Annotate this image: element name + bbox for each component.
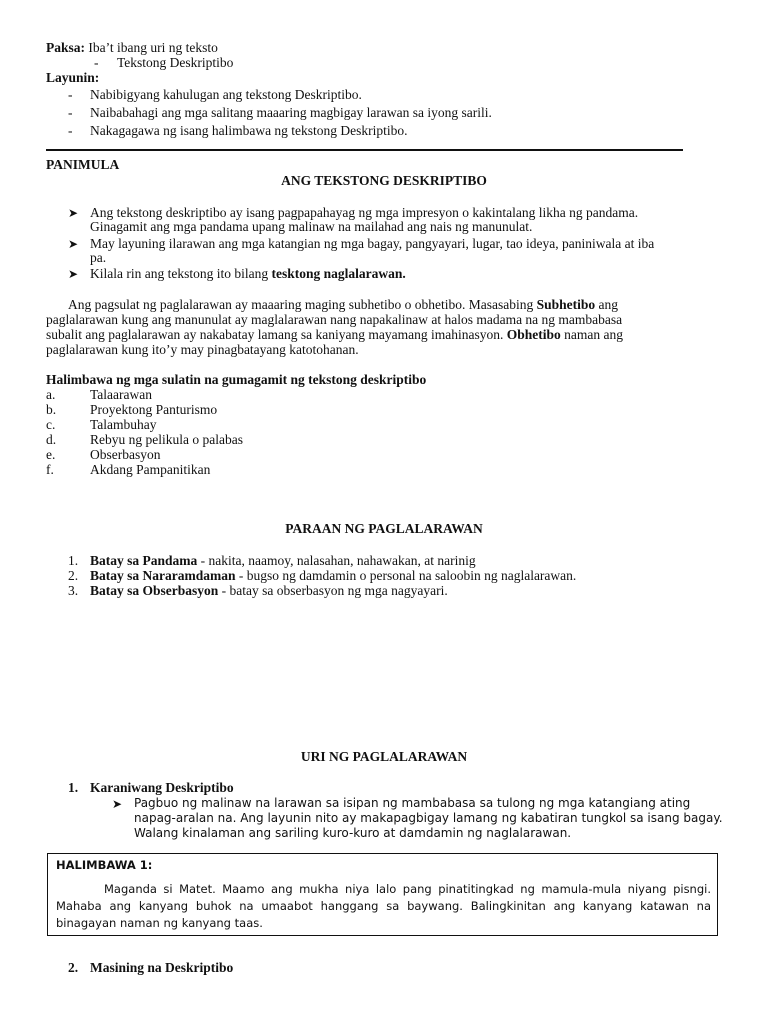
panimula-label: PANIMULA bbox=[46, 157, 120, 172]
arrow-bullet-icon: ➤ bbox=[112, 797, 123, 811]
bullet-text-plain: Kilala rin ang tekstong ito bilang bbox=[90, 266, 272, 281]
uri-item-text: napag-aralan na. Ang layunin nito ay makapagbigay lamang ng kabatiran tungkol sa isang bagay. bbox=[134, 811, 723, 825]
bullet-text: pa. bbox=[90, 250, 107, 265]
layunin-item: Nabibigyang kahulugan ang tekstong Deskriptibo. bbox=[90, 87, 362, 102]
item-bold: Batay sa Obserbasyon bbox=[90, 583, 219, 598]
example-box-body: Maganda si Matet. Maamo ang mukha niya lalo pang pinatitingkad ng mamula-mula niyang pisngi. Mahaba ang kanyang buhok na umaabot hanggang sa baywang. Balingkinitan ang kanyang katawan na binagayan naman ng kanyang taas. bbox=[56, 882, 711, 930]
numbered-item bbox=[90, 583, 448, 599]
numbered-index: 1. bbox=[68, 780, 79, 795]
example-box-text bbox=[56, 881, 711, 932]
paragraph-text: Ang pagsulat ng paglalarawan ay maaaring maging subhetibo o obhetibo. Masasabing bbox=[68, 297, 537, 312]
item-bold: Batay sa Pandama bbox=[90, 553, 198, 568]
item-rest: - nakita, naamoy, nalasahan, nahawakan, at narinig bbox=[197, 553, 476, 568]
paragraph-text: ang bbox=[595, 297, 619, 312]
paragraph-line: paglalarawan kung ito’y may pinagbatayang katotohanan. bbox=[46, 342, 359, 357]
paragraph-line bbox=[68, 297, 618, 313]
header-divider bbox=[46, 149, 683, 151]
section-title-ang-tekstong-deskriptibo: ANG TEKSTONG DESKRIPTIBO bbox=[281, 173, 487, 188]
numbered-item bbox=[90, 553, 476, 569]
numbered-index: 1. bbox=[68, 553, 79, 568]
list-letter: a. bbox=[46, 387, 56, 402]
uri-item-label: Karaniwang Deskriptibo bbox=[90, 780, 234, 795]
item-rest: - batay sa obserbasyon ng mga nagyayari. bbox=[218, 583, 448, 598]
layunin-dash: - bbox=[68, 87, 73, 102]
bullet-text: Ang tekstong deskriptibo ay isang pagpapahayag ng mga impresyon o kakintalang likha ng pandama. bbox=[90, 205, 639, 220]
list-item: Proyektong Panturismo bbox=[90, 402, 218, 417]
list-letter: c. bbox=[46, 417, 56, 432]
item-bold: Batay sa Nararamdaman bbox=[90, 568, 236, 583]
numbered-item bbox=[90, 568, 576, 584]
layunin-label: Layunin: bbox=[46, 70, 100, 85]
term-obhetibo: Obhetibo bbox=[506, 327, 561, 342]
numbered-index: 2. bbox=[68, 960, 79, 975]
arrow-bullet-icon: ➤ bbox=[68, 206, 79, 220]
paksa-value: Iba’t ibang uri ng teksto bbox=[88, 40, 218, 55]
section-title-paraan: PARAAN NG PAGLALARAWAN bbox=[285, 521, 483, 536]
paragraph-line: paglalarawan kung ang manunulat ay maglalarawan nang napakalinaw at halos madama na ng mambabasa bbox=[46, 312, 623, 327]
list-item: Obserbasyon bbox=[90, 447, 161, 462]
list-item: Talambuhay bbox=[90, 417, 157, 432]
layunin-dash: - bbox=[68, 123, 73, 138]
paksa-sub-dash: - bbox=[94, 55, 99, 70]
list-item: Talaarawan bbox=[90, 387, 153, 402]
example-box bbox=[47, 853, 718, 936]
list-item: Akdang Pampanitikan bbox=[90, 462, 211, 477]
item-rest: - bugso ng damdamin o personal na saloobin ng naglalarawan. bbox=[235, 568, 577, 583]
numbered-index: 2. bbox=[68, 568, 79, 583]
examples-heading: Halimbawa ng mga sulatin na gumagamit ng tekstong deskriptibo bbox=[46, 372, 427, 387]
term-subhetibo: Subhetibo bbox=[536, 297, 596, 312]
list-letter: e. bbox=[46, 447, 56, 462]
bullet-text-bold: tesktong naglalarawan. bbox=[271, 266, 406, 281]
paragraph-line bbox=[46, 327, 623, 343]
arrow-bullet-icon: ➤ bbox=[68, 237, 79, 251]
paragraph-text: subalit ang paglalarawan ay nakabatay lamang sa kaniyang mayamang imahinasyon. bbox=[46, 327, 507, 342]
list-letter: f. bbox=[46, 462, 54, 477]
uri-item-label: Masining na Deskriptibo bbox=[90, 960, 234, 975]
layunin-item: Nakagagawa ng isang halimbawa ng tekstong Deskriptibo. bbox=[90, 123, 408, 138]
list-letter: b. bbox=[46, 402, 57, 417]
list-item: Rebyu ng pelikula o palabas bbox=[90, 432, 243, 447]
bullet-text: Ginagamit ang mga pandama upang malinaw na mailahad ang nais ng manunulat. bbox=[90, 219, 533, 234]
bullet-text bbox=[90, 266, 406, 282]
list-letter: d. bbox=[46, 432, 57, 447]
bullet-text: May layuning ilarawan ang mga katangian ng mga bagay, pangyayari, lugar, tao ideya, paniniwala at iba bbox=[90, 236, 655, 251]
section-title-uri: URI NG PAGLALARAWAN bbox=[300, 749, 468, 764]
paksa-label: Paksa: bbox=[46, 40, 86, 55]
paksa-sub: Tekstong Deskriptibo bbox=[117, 55, 234, 70]
layunin-item: Naibabahagi ang mga salitang maaaring magbigay larawan sa iyong sarili. bbox=[90, 105, 492, 120]
layunin-dash: - bbox=[68, 105, 73, 120]
example-box-title: HALIMBAWA 1: bbox=[56, 858, 153, 872]
arrow-bullet-icon: ➤ bbox=[68, 267, 79, 281]
uri-item-text: Walang kinalaman ang sariling kuro-kuro at damdamin ng naglalarawan. bbox=[134, 826, 572, 840]
uri-item-text: Pagbuo ng malinaw na larawan sa isipan ng mambabasa sa tulong ng mga katangiang ating bbox=[134, 796, 691, 810]
paragraph-text: naman ang bbox=[560, 327, 623, 342]
numbered-index: 3. bbox=[68, 583, 79, 598]
paksa-line bbox=[46, 40, 218, 56]
